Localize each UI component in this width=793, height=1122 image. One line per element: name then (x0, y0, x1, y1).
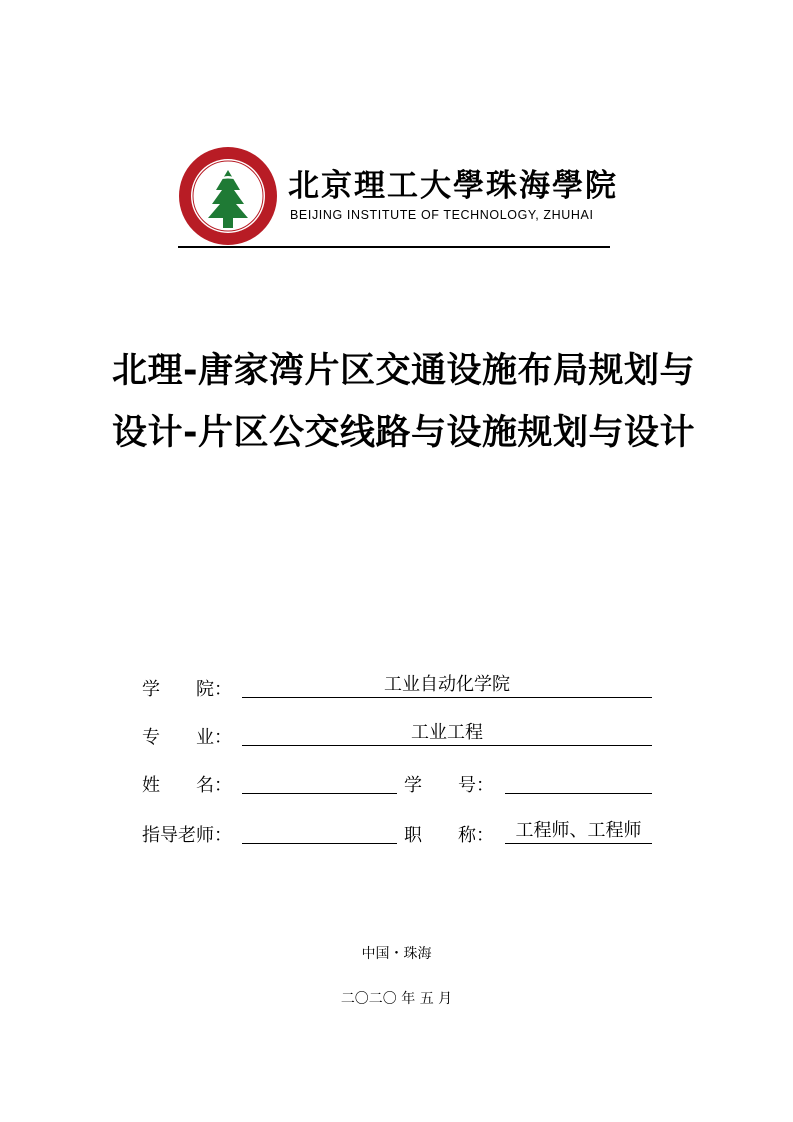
advisor-field (242, 819, 397, 844)
school-name-cn: 北京理工大學珠海學院 (288, 168, 618, 204)
advisor-label: 指导老师： (142, 825, 232, 846)
footer-date: 二〇二〇 年 五 月 (340, 991, 453, 1007)
job-title-field: 工程师、工程师 (505, 819, 652, 844)
college-label: 学 院： (142, 679, 232, 700)
college-field: 工业自动化学院 (242, 673, 652, 698)
school-header (178, 146, 618, 250)
student-id-field (505, 769, 652, 794)
major-label: 专 业： (142, 727, 232, 748)
major-field: 工业工程 (242, 721, 652, 746)
school-seal-icon (178, 146, 278, 246)
title-line-1: 北理-唐家湾片区交通设施布局规划与 (112, 351, 696, 391)
name-field (242, 769, 397, 794)
header-divider (178, 246, 610, 248)
job-title-label: 职 称： (404, 825, 494, 846)
document-title (112, 340, 752, 464)
name-label: 姓 名： (142, 775, 232, 796)
title-line-2: 设计-片区公交线路与设施规划与设计 (112, 413, 696, 453)
student-id-label: 学 号： (404, 775, 494, 796)
school-name-en: BEIJING INSTITUTE OF TECHNOLOGY, ZHUHAI (290, 208, 594, 222)
footer-place: 中国・珠海 (361, 946, 432, 962)
